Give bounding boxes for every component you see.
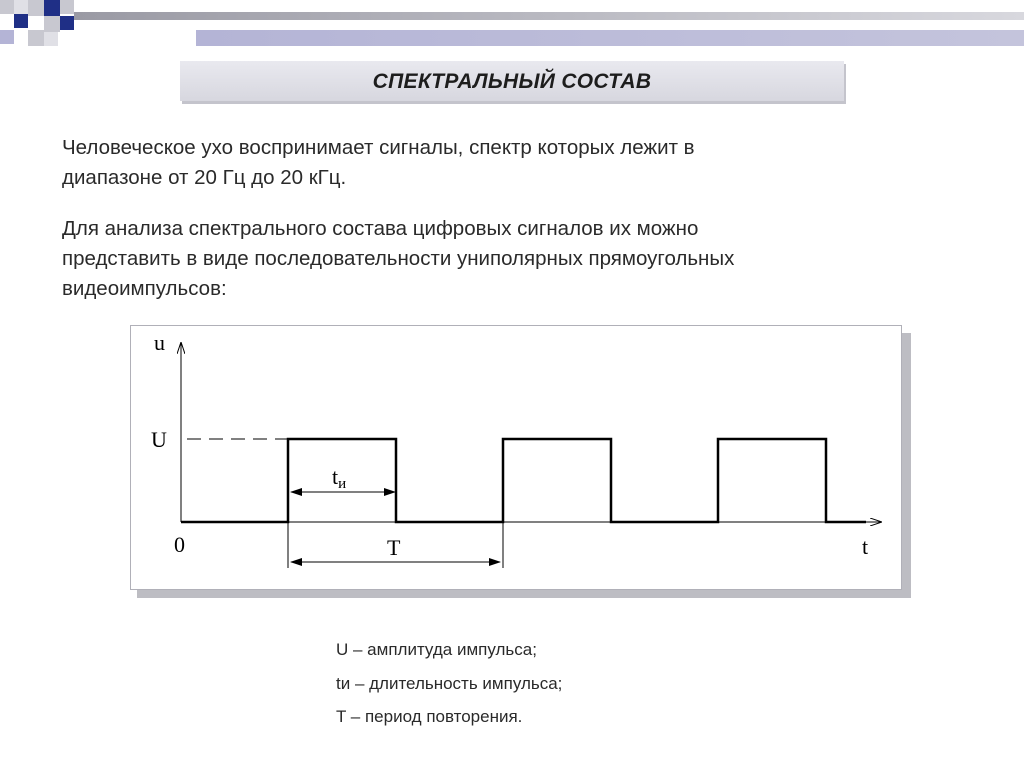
amplitude-label: U: [151, 427, 167, 452]
origin-label: 0: [174, 532, 185, 557]
pulse-diagram: [130, 325, 902, 590]
deco-square: [14, 14, 28, 28]
analysis-line-3: видеоимпульсов:: [62, 277, 227, 300]
legend-period: T – период повторения.: [336, 707, 523, 726]
deco-square: [44, 16, 60, 32]
period-label: T: [387, 535, 401, 560]
pulse-train: [181, 439, 866, 522]
deco-bar-top: [74, 12, 1024, 20]
analysis-line-1: Для анализа спектрального состава цифровых сигналов их можно: [62, 217, 699, 240]
deco-square: [0, 0, 14, 14]
page-title: СПЕКТРАЛЬНЫЙ СОСТАВ: [372, 70, 652, 93]
legend-duration: tи – длительность импульса;: [336, 674, 563, 693]
y-axis-label: u: [154, 330, 165, 355]
pulse-width-subscript: и: [338, 476, 347, 492]
header-decoration: [0, 0, 1024, 60]
deco-square: [28, 0, 44, 16]
deco-square: [60, 16, 74, 30]
deco-bar-lavender: [196, 30, 1024, 46]
pulse-diagram-svg: [131, 326, 903, 591]
legend-amplitude: U – амплитуда импульса;: [336, 640, 537, 659]
pulse-width-label: [332, 464, 346, 492]
analysis-line-2: представить в виде последовательности униполярных прямоугольных: [62, 247, 735, 270]
pulse-waveform: [181, 439, 866, 522]
x-axis-label: t: [862, 534, 869, 559]
hearing-range-paragraph: [62, 133, 902, 193]
deco-square: [0, 30, 14, 44]
deco-square: [60, 0, 74, 14]
deco-square: [44, 32, 58, 46]
deco-square: [14, 0, 28, 14]
hearing-line-2: диапазоне от 20 Гц до 20 кГц.: [62, 166, 347, 189]
deco-square: [44, 0, 60, 16]
hearing-line-1: Человеческое ухо воспринимает сигналы, спектр которых лежит в: [62, 136, 695, 159]
title-bar: [180, 61, 844, 101]
pulse-width-symbol: t: [332, 464, 339, 489]
analysis-paragraph: [62, 214, 922, 304]
deco-square: [28, 30, 44, 46]
